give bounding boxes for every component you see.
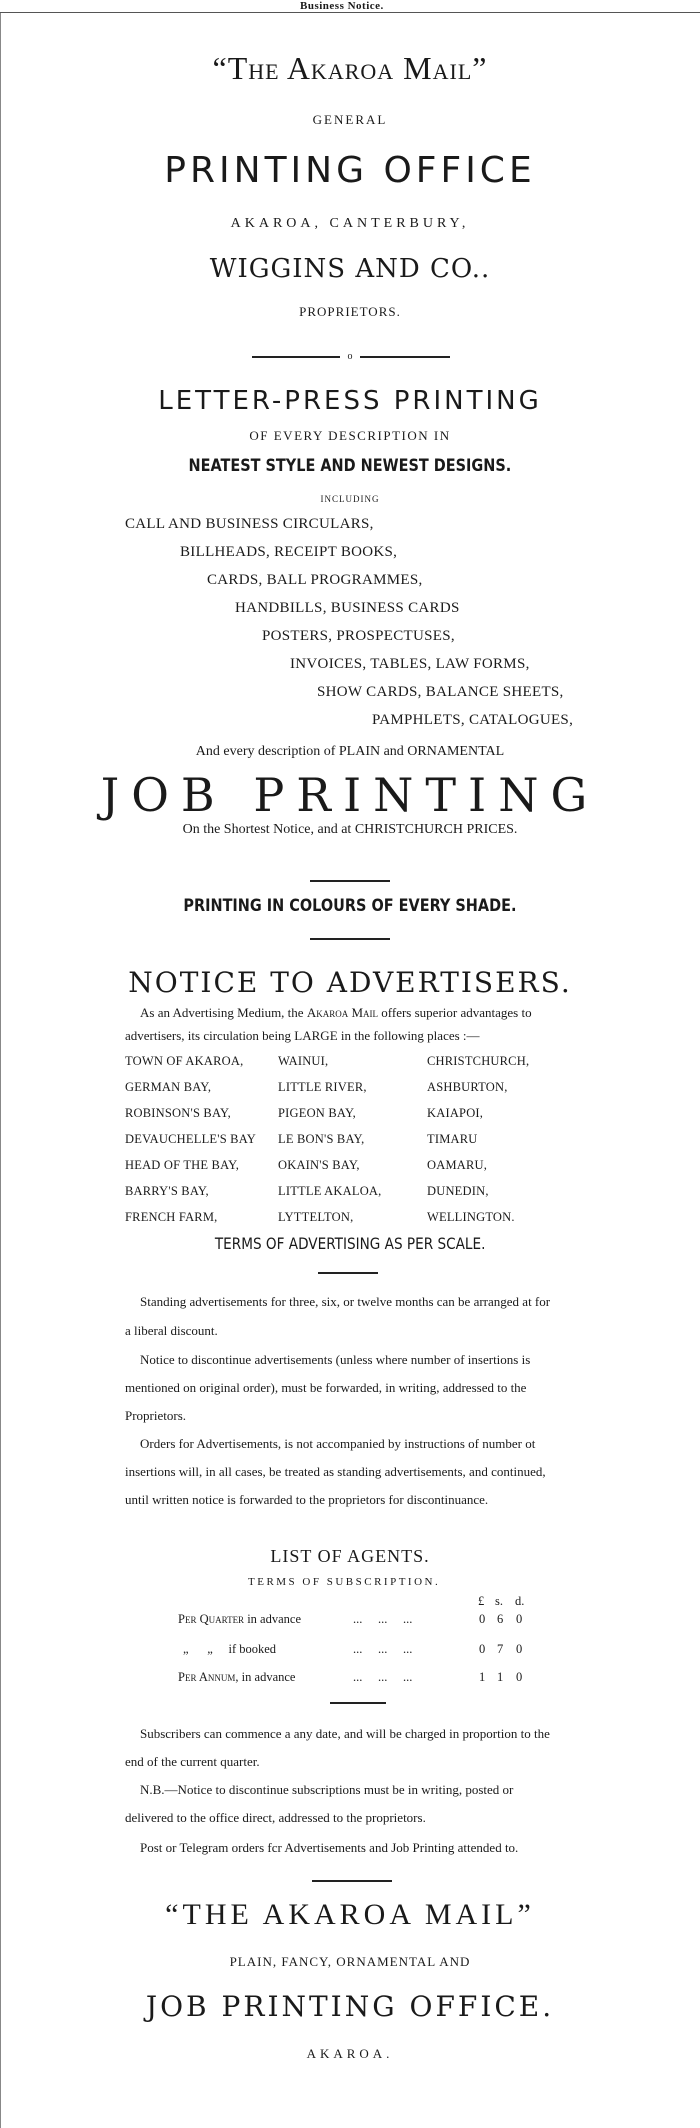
price-shillings: 1 [497,1670,504,1684]
price-pounds: 1 [479,1670,486,1684]
subscription-label-caps: Per Annum, [178,1670,239,1684]
letterpress-line2-wrap [0,456,700,476]
place: WELLINGTON. [427,1210,515,1224]
list-item: POSTERS, PROSPECTUSES, [262,628,455,644]
every-description: And every description of PLAIN and ORNAMENTAL [195,744,505,759]
currency-shillings: s. [495,1594,503,1608]
place: LITTLE RIVER, [278,1080,367,1094]
job-printing-heading: JOB PRINTING [100,768,600,822]
divider-rule [330,1702,386,1704]
leader-dots: ... ... ... [353,1670,413,1684]
letterpress-line2: NEATEST STYLE AND NEWEST DESIGNS. [188,456,512,476]
footer-paper-name: “THE AKAROA MAIL” [165,1898,535,1931]
place: DEVAUCHELLE'S BAY [125,1132,257,1146]
place: KAIAPOI, [427,1106,484,1120]
divider-rule [310,880,390,882]
footer-place: AKAROA. [306,2046,394,2061]
subscription-label-caps: Per Quarter [178,1612,245,1626]
place: LITTLE AKALOA, [278,1184,382,1198]
subscription-label-rest: in advance [241,1670,296,1684]
currency-pounds: £ [478,1594,485,1608]
subscription-label [183,1642,276,1657]
shortest-notice: On the Shortest Notice, and at CHRISTCHURCH PRICES. [182,822,518,837]
advertising-paragraph-line: insertions will, in all cases, be treated as standing advertisements, and continued, [125,1464,546,1479]
list-item: BILLHEADS, RECEIPT BOOKS, [180,544,398,560]
subscription-paragraph-line: Post or Telegram orders fcr Advertisements and Job Printing attended to. [140,1840,519,1855]
list-item: PAMPHLETS, CATALOGUES, [372,712,574,728]
masthead-office: PRINTING OFFICE [164,150,536,191]
list-item: HANDBILLS, BUSINESS CARDS [235,600,460,616]
letterpress-heading: LETTER-PRESS PRINTING [158,386,542,416]
colours-line: PRINTING IN COLOURS OF EVERY SHADE. [183,896,517,916]
subscription-terms: TERMS OF SUBSCRIPTION. [248,1576,441,1588]
list-item: CARDS, BALL PROGRAMMES, [207,572,423,588]
advertising-paragraph-line: Standing advertisements for three, six, or twelve months can be arranged at for [140,1294,551,1309]
advertising-paragraph-line: until written notice is forwarded to the proprietors for discontinuance. [125,1492,489,1507]
advertising-paragraph-line: Notice to discontinue advertisements (unless where number of insertions is [140,1352,531,1367]
price-pounds: 0 [479,1612,486,1626]
place: CHRISTCHURCH, [427,1054,530,1068]
leader-dots: ... ... ... [353,1612,413,1626]
subscription-label [178,1670,295,1685]
colours-wrap [0,896,700,916]
price-pounds: 0 [479,1642,486,1656]
place: TIMARU [427,1132,478,1146]
advertising-paragraph-line: a liberal discount. [125,1323,218,1338]
place: FRENCH FARM, [125,1210,218,1224]
place: GERMAN BAY, [125,1080,212,1094]
price-pence: 0 [516,1642,523,1656]
price-shillings: 7 [497,1642,504,1656]
place: TOWN OF AKAROA, [125,1054,244,1068]
list-item: SHOW CARDS, BALANCE SHEETS, [317,684,564,700]
intro-paper-name: Akaroa Mail [306,1005,379,1020]
subscription-label-caps: „ „ [183,1642,213,1656]
subscription-paragraph-line: delivered to the office direct, addressed to the proprietors. [125,1810,426,1825]
subscription-paragraph-line: Subscribers can commence a any date, and will be charged in proportion to the [140,1726,550,1741]
subscription-paragraph-line: end of the current quarter. [125,1754,260,1769]
subscription-label [178,1612,301,1627]
advertising-paragraph-line: Proprietors. [125,1408,187,1423]
place: DUNEDIN, [427,1184,489,1198]
subscription-label-rest: in advance [247,1612,301,1626]
price-shillings: 6 [497,1612,504,1626]
price-pence: 0 [516,1670,523,1684]
place: ASHBURTON, [427,1080,508,1094]
place: LE BON'S BAY, [278,1132,365,1146]
agents-heading: LIST OF AGENTS. [270,1546,430,1566]
page-header: Business Notice. [300,0,384,12]
subscription-label-rest: if booked [228,1642,277,1656]
divider-rule [318,1272,378,1274]
place: HEAD OF THE BAY, [125,1158,240,1172]
advertisers-intro [140,1005,532,1021]
terms-wrap [0,1234,700,1254]
advertising-paragraph-line: Orders for Advertisements, is not accompanied by instructions of number ot [140,1436,536,1451]
footer-office: JOB PRINTING OFFICE. [145,1990,555,2023]
divider-rule [310,938,390,940]
list-item: CALL AND BUSINESS CIRCULARS, [125,516,374,532]
masthead-proprietors: PROPRIETORS. [299,304,401,319]
masthead-paper-name: “The Akaroa Mail” [212,50,488,86]
divider-rule [312,1880,392,1882]
intro-text: offers superior advantages to [381,1005,532,1020]
masthead-firm: WIGGINS AND CO.. [209,254,491,284]
intro-text: As an Advertising Medium, the [140,1005,304,1020]
letterpress-line1: OF EVERY DESCRIPTION IN [249,428,451,443]
place: ROBINSON'S BAY, [125,1106,231,1120]
place: LYTTELTON, [278,1210,354,1224]
masthead-location: AKAROA, CANTERBURY, [230,216,470,231]
advertisers-heading: NOTICE TO ADVERTISERS. [128,966,572,999]
place: WAINUI, [278,1054,329,1068]
place: OKAIN'S BAY, [278,1158,360,1172]
subscription-paragraph-line: N.B.—Notice to discontinue subscriptions must be in writing, posted or [140,1782,514,1797]
advertising-paragraph-line: mentioned on original order), must be forwarded, in writing, addressed to the [125,1380,527,1395]
footer-line1: PLAIN, FANCY, ORNAMENTAL AND [229,1954,471,1969]
advertising-terms: TERMS OF ADVERTISING AS PER SCALE. [214,1234,486,1253]
page-border [0,12,1,2128]
leader-dots: ... ... ... [353,1642,413,1656]
header-rule [0,12,700,13]
place: PIGEON BAY, [278,1106,356,1120]
letterpress-including: INCLUDING [320,494,380,504]
currency-pence: d. [515,1594,525,1608]
place: BARRY'S BAY, [125,1184,209,1198]
masthead-general: GENERAL [312,112,388,127]
place: OAMARU, [427,1158,488,1172]
list-item: INVOICES, TABLES, LAW FORMS, [290,656,530,672]
price-pence: 0 [516,1612,523,1626]
advertisers-intro-line2: advertisers, its circulation being LARGE in the following places :— [125,1028,480,1043]
fleuron-ornament: o [340,352,360,362]
